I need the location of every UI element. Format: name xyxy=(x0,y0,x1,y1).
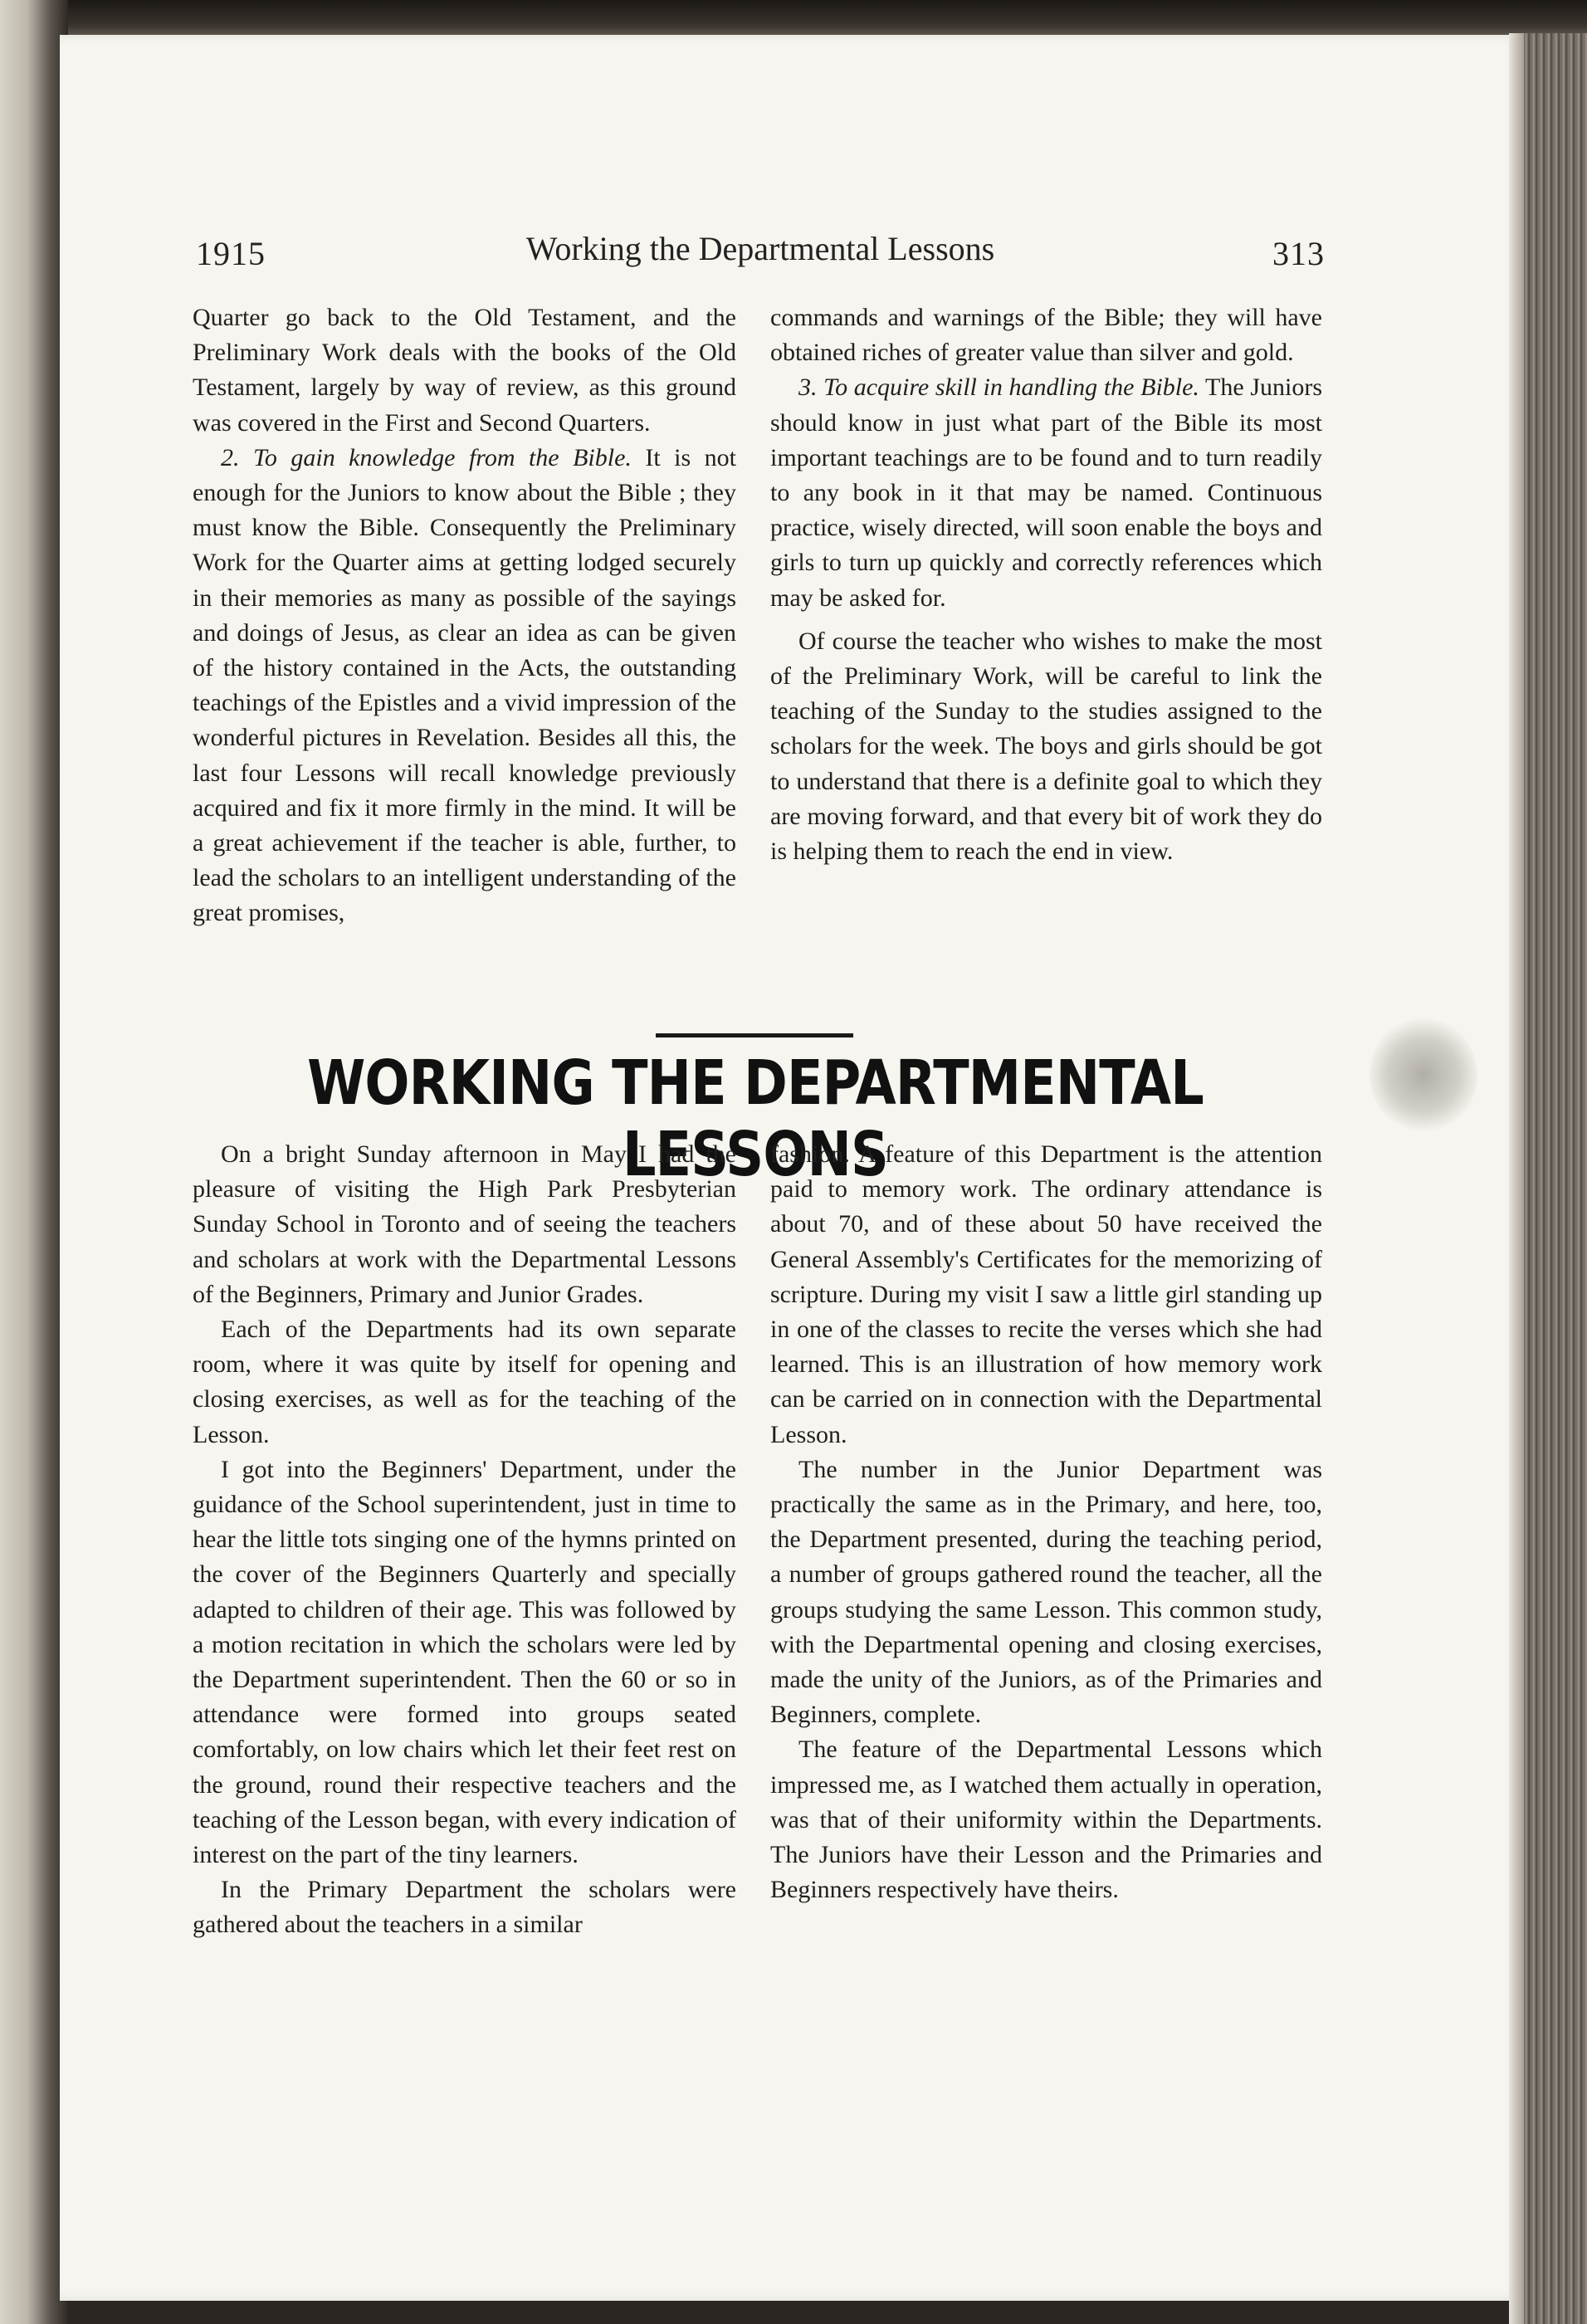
top-left-column xyxy=(193,300,736,931)
paragraph-text: It is not enough for the Juniors to know about the Bible ; they must know the Bible. Consequently the Preliminary Work for the Quarter aims at getting lodged securely in their memories as many as possible of the sayings and doings of Jesus, as clear an idea as can be given of the history contained in the Acts, the outstanding teachings of the Epistles and a vivid impression of the wonderful pictures in Revelation. Besides all this, the last four Lessons will recall knowledge previously acquired and fix it more firmly in the mind. It will be a great achievement if the teacher is able, further, to lead the scholars to an intelligent understanding of the great promises, xyxy=(193,443,736,927)
paragraph-heading: 2. To gain knowledge from the Bible. xyxy=(221,443,632,471)
article-title: WORKING THE DEPARTMENTAL LESSONS xyxy=(307,1047,1204,1190)
paragraph: The number in the Junior Department was practically the same as in the Primary, and here, too, the Department presented, during the teaching period, a number of groups gathered round the teacher, all the groups studying the same Lesson. This common study, with the Departmental opening and closing exercises, made the unity of the Juniors, as of the Primaries and Beginners, complete. xyxy=(770,1455,1322,1729)
header-running-title: Working the Departmental Lessons xyxy=(525,230,995,267)
scan-left-edge xyxy=(0,0,68,2324)
paragraph xyxy=(770,370,1322,615)
page-stack-edge xyxy=(1509,33,1587,2324)
ink-smudge xyxy=(1370,1017,1477,1133)
paragraph: fashion. A feature of this Department is the attention paid to memory work. The ordinary attendance is about 70, and of these about 50 have received the General Assembly's Certificates for the memorizing of scripture. During my visit I saw a little girl standing up in one of the classes to recite the verses which she had learned. This is an illustration of how memory work can be carried on in connection with the Departmental Lesson. xyxy=(770,1140,1322,1448)
top-right-column xyxy=(770,300,1322,869)
paragraph-text: The Juniors should know in just what part of the Bible its most important teachings are to be found and to turn readily to any book in it that may be named. Continuous practice, wisely directed, will soon enable the boys and girls to turn up quickly and correctly references which may be asked for. xyxy=(770,374,1322,612)
paragraph: In the Primary Department the scholars were gathered about the teachers in a similar xyxy=(193,1876,736,1939)
paragraph xyxy=(193,441,736,931)
paragraph: On a bright Sunday afternoon in May I had the pleasure of visiting the High Park Presbyterian Sunday School in Toronto and of seeing the teachers and scholars at work with the Departmental Lessons of the Beginners, Primary and Junior Grades. xyxy=(193,1140,736,1308)
page-number: 313 xyxy=(1272,235,1325,272)
header-year: 1915 xyxy=(196,235,266,272)
paragraph: Each of the Departments had its own separate room, where it was quite by itself for opening and closing exercises, as well as for the teaching of the Lesson. xyxy=(193,1316,736,1448)
paragraph: Of course the teacher who wishes to make the most of the Preliminary Work, will be careful to link the teaching of the Sunday to the studies assigned to the scholars for the week. The boys and girls should be got to understand that there is a definite goal to which they are moving forward, and that every bit of work they do is helping them to reach the end in view. xyxy=(770,627,1322,866)
running-header xyxy=(196,222,1325,281)
paragraph-heading: 3. To acquire skill in handling the Bible. xyxy=(798,374,1199,402)
paragraph: commands and warnings of the Bible; they will have obtained riches of greater value than silver and gold. xyxy=(770,304,1322,367)
paragraph: The feature of the Departmental Lessons which impressed me, as I watched them actually in operation, was that of their uniformity within the Departments. The Juniors have their Lesson and the Primaries and Beginners respectively have theirs. xyxy=(770,1736,1322,1904)
paragraph: I got into the Beginners' Department, under the guidance of the School superintendent, just in time to hear the little tots singing one of the hymns printed on the cover of the Beginners Quarterly and specially adapted to children of their age. This was followed by a motion recitation in which the scholars were led by the Department superintendent. Then the 60 or so in attendance were formed into groups seated comfortably, on low chairs which let their feet rest on the ground, round their respective teachers and the teaching of the Lesson began, with every indication of interest on the part of the tiny learners. xyxy=(193,1455,736,1869)
paragraph: Quarter go back to the Old Testament, and the Preliminary Work deals with the books of the Old Testament, largely by way of review, as this ground was covered in the First and Second Quarters. xyxy=(193,304,736,437)
article-left-column xyxy=(193,1137,736,1943)
article-right-column xyxy=(770,1137,1322,1907)
section-divider xyxy=(656,1033,853,1038)
